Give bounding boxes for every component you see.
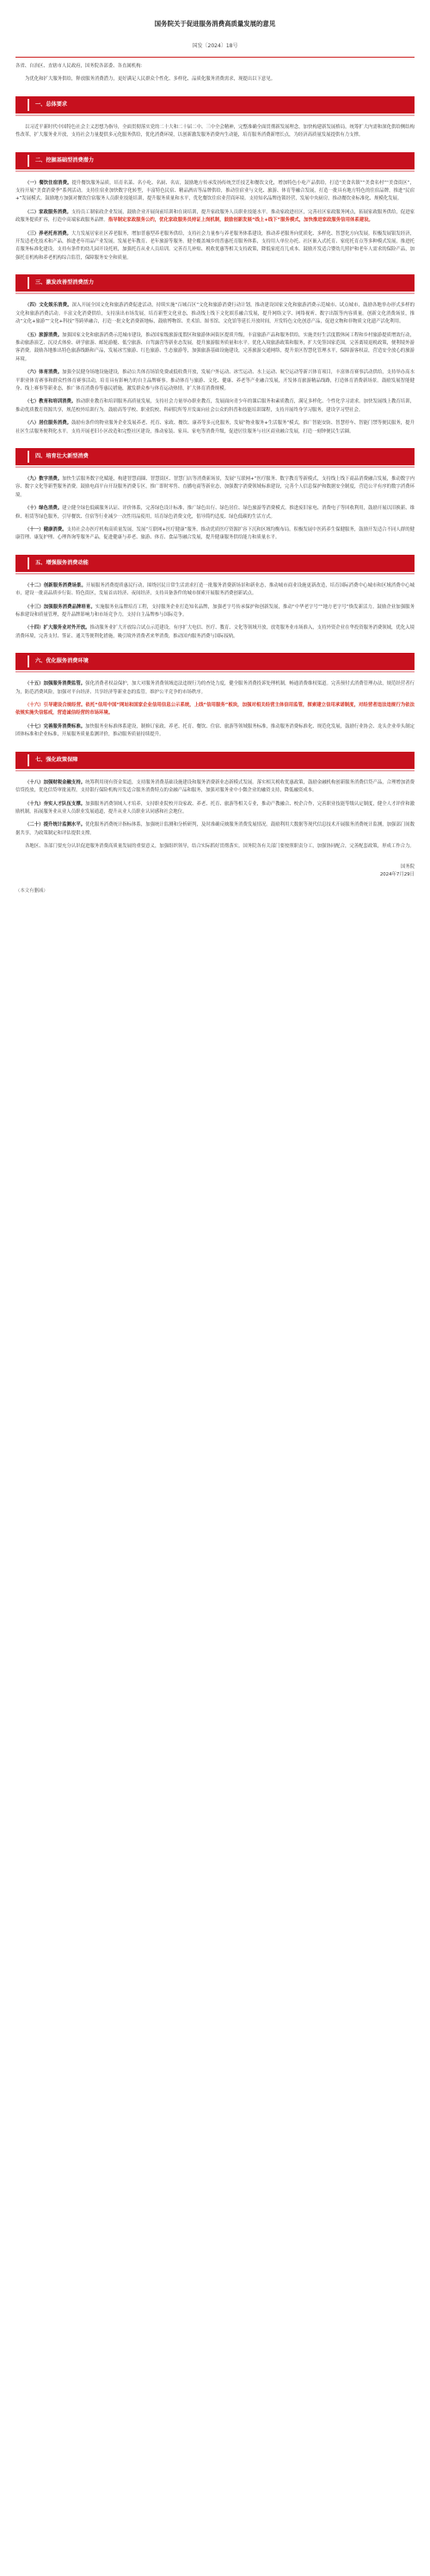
item-paragraph bbox=[15, 604, 415, 620]
item-heading: （一）餐饮住宿消费。 bbox=[25, 180, 72, 186]
item-text: 强化消费者权益保护，加大对服务消费领域违法违规行为的查处力度，健全服务消费投诉处理机制，畅通消费维权渠道。完善预付式消费管理办法，规范经营者行为，防范消费风险，加强对平台经济、共享经济等新业态的监管，维护公平竞争的市场秩序。 bbox=[15, 681, 415, 695]
item-heading: （六）体育消费。 bbox=[25, 370, 63, 376]
section-banner-bar bbox=[15, 96, 415, 114]
item-paragraph bbox=[15, 779, 415, 796]
item-text: 加快服务业标准体系建设，制修订家政、养老、托育、餐饮、住宿、旅游等领域服务标准，推动服务消费标准化、规范化发展，鼓励行业协会、龙头企业牵头制定团体标准和企业标准，开展服务质量监测评价，推动服务质量持续提升。 bbox=[15, 723, 415, 738]
item-text: 优化服务消费统计指标体系，加强统计监测和分析研判，及时准确反映服务消费发展情况。鼓励利用大数据等现代信息技术开展服务消费统计监测，加强部门间数据共享，为政策制定和评估提供支撑。 bbox=[15, 822, 415, 836]
item-paragraph bbox=[15, 680, 415, 697]
item-heading: （五）旅游消费。 bbox=[25, 332, 63, 338]
item-text: 支持员工制家政企业发展，鼓励企业开展岗前培训和在岗培训，提升家政服务人员职业技能水平。推动家政进社区，完善社区家政服务网点，拓展家政服务供给，促进家政服务提质扩容，打造中高端家政服务品牌。 bbox=[15, 209, 415, 224]
item-paragraph bbox=[15, 332, 415, 365]
highlighted-text: （十六）引导建设合规经营。依托“信用中国”网站和国家企业信用信息公示系统，上线“信用服务”板块，加强对相关经营主体信用监管，探索建立信用承诺制度，对经营者违法违规行为依法依规实施失信惩戒，营造诚信经营的市场环境。 bbox=[15, 703, 415, 716]
section-title: 六、优化服务消费环境 bbox=[28, 655, 95, 667]
section-title: 二、挖掘基础型消费潜力 bbox=[28, 155, 100, 167]
signature-date: 2024年7月29日 bbox=[379, 871, 415, 877]
item-heading: （二十）提升统计监测水平。 bbox=[25, 822, 86, 828]
item-heading: （七）教育和培训消费。 bbox=[25, 399, 77, 405]
item-text: 深入开展全国文化和旅游消费促进活动，持续实施“百城百区”文化和旅游消费行动计划，推动建设国家文化和旅游消费示范城市、试点城市，鼓励各地举办形式多样的文化和旅游消费活动。丰富文化消费供给，支持演出市场发展，培育新型文化业态，推动线上线下文化娱乐融合发展，提升网络文学、网络视听、数字出版等内容质量。创新文化消费场景，推动“文化+旅游”“文化+科技”等跨界融合，打造一批文化消费新地标，鼓励博物馆、美术馆、图书馆、文化馆等延长开放时间，开发特色文化创意产品，促进文物和非物质文化遗产活化利用。 bbox=[15, 303, 415, 325]
section-title: 一、总体要求 bbox=[28, 99, 73, 111]
item-paragraph bbox=[15, 180, 415, 204]
item-heading: （十三）加强服务消费品牌培育。 bbox=[25, 604, 95, 610]
item-text: 推动服务业扩大开放综合试点示范建设，有序扩大电信、医疗、教育、文化等领域开放，放宽服务业市场准入，支持外资企业在华投资服务消费领域，优化入境消费环境，完善支付、签证、通关等便利化措施，吸引境外消费者来华消费，推动国内服务消费与国际接轨。 bbox=[15, 625, 415, 639]
intro-paragraph: 为优化和扩大服务供给，释放服务消费潜力，更好满足人民群众个性化、多样化、品质化服务消费需求，现提出以下意见。 bbox=[25, 77, 276, 83]
closing-paragraph: 各地区、各部门要充分认识促进服务消费高质量发展的重要意义，加强组织领导，结合实际抓好贯彻落实。国务院各有关部门要按照职责分工，加强协同配合，完善配套政策，形成工作合力。 bbox=[25, 844, 415, 850]
item-heading: （八）居住服务消费。 bbox=[25, 421, 72, 427]
item-paragraph bbox=[15, 702, 415, 718]
item-paragraph bbox=[15, 505, 415, 521]
section-title: 七、强化政策保障 bbox=[28, 754, 84, 766]
footnote: （本文有删减） bbox=[15, 888, 48, 895]
item-paragraph bbox=[15, 723, 415, 740]
item-paragraph bbox=[15, 582, 415, 599]
item-paragraph bbox=[15, 369, 415, 393]
section-title: 五、增强服务消费动能 bbox=[28, 557, 95, 569]
item-heading: （三）养老托育消费。 bbox=[25, 231, 71, 237]
item-heading: （十二）创新服务消费场景。 bbox=[25, 582, 86, 588]
item-text: 鼓励有条件的物业服务企业发展养老、托育、家政、餐饮、康养等多元化服务，发展“物业服务+生活服务”模式，推广智能安防、智慧停车、智能门禁等便民服务，提升社区生活服务便利化水平。支持开展老旧小区改造和完整社区建设，推动家装、家具、家电等消费升级，促进居住服务与社区商业融合发展，打造一刻钟便民生活圈。 bbox=[15, 421, 415, 434]
item-text: 加强全民健身场地设施建设，推动公共体育场馆免费或低收费开放，发展户外运动、冰雪运动、水上运动、航空运动等新兴体育项目，丰富体育赛事活动供给，支持举办高水平职业体育赛事和群众性体育赛事活动，培育具有影响力的自主品牌赛事。推动体育与旅游、文化、健康、养老等产业融合发展，开发体育旅游精品线路，打造体育消费新场景。鼓励发展智能健身、线上赛事等新业态，推广体育消费券等惠民措施，激发群众参与体育运动热情，扩大体育消费规模。 bbox=[15, 370, 415, 391]
item-text: 统筹利用现有资金渠道，支持服务消费基础设施建设和服务消费新业态新模式发展。落实相关税收优惠政策，鼓励金融机构创新服务消费信贷产品，合理增加消费信贷投放，优化信贷审批流程，支持银行保险机构开发适合服务消费特点的金融产品和服务，加强对服务业中小微企业的融资支持，降低融资成本。 bbox=[15, 779, 415, 794]
item-text: 建立健全绿色低碳服务认证、评价体系，完善绿色设计标准，推广绿色出行、绿色居住、绿色旅游等消费模式。推进废旧家电、消费电子等回收利用，鼓励开展以旧换新、维修、租赁等绿色服务，引导餐饮、住宿等行业减少一次性用品使用，培育绿色消费文化，倡导简约适度、绿色低碳的生活方式。 bbox=[15, 506, 415, 520]
item-paragraph bbox=[15, 398, 415, 415]
section-banner-4 bbox=[15, 448, 415, 465]
item-paragraph bbox=[15, 231, 415, 263]
item-paragraph bbox=[15, 801, 415, 817]
item-text: 开展服务消费提质惠民行动，围绕居民日常生活需求打造一批服务消费新场景和新业态，推动城市商业设施更新改造，培育国际消费中心城市和区域消费中心城市，建设一批高品质步行街、特色街区，发展首店经济、夜间经济，支持具备条件的城市探索开展服务消费创新试点。 bbox=[15, 582, 415, 597]
item-paragraph bbox=[15, 624, 415, 641]
section-title: 三、激发改善型消费活力 bbox=[28, 277, 100, 289]
signature-org: 国务院 bbox=[400, 864, 415, 870]
item-heading: （十四）扩大服务业对外开放。 bbox=[25, 625, 90, 631]
highlighted-text: 指导制定家政服务公约，优化家政服务员持证上岗机制，鼓励创新发展“线上+线下”服务模式，加快推进家政服务信用体系建设。 bbox=[108, 218, 373, 224]
signature-block bbox=[15, 864, 415, 880]
item-text: 加强服务消费领域人才培养，支持职业院校开设家政、养老、托育、旅游等相关专业，推动产教融合、校企合作，完善职业技能等级认定制度，健全人才评价和激励机制，拓展服务业从业人员职业发展通道，提升从业人员职业认同感和社会地位。 bbox=[15, 801, 415, 815]
item-paragraph bbox=[15, 476, 415, 500]
section-banner-5 bbox=[15, 555, 415, 572]
item-heading: （十八）加强财税金融支持。 bbox=[25, 779, 86, 785]
item-text: 加快生活服务数字化赋能，构建智慧商圈、智慧街区、智慧门店等消费新场景，发展“互联网+”医疗服务、数字教育等新模式，支持线上线下商品消费融合发展，推动数字内容、数字文化等新型服务消费。鼓励电商平台开设服务消费专区，推广即时零售、直播电商等新业态，加强数字消费领域标准建设，完善个人信息保护和数据安全制度，营造公平有序的数字消费环境。 bbox=[15, 476, 415, 498]
item-heading: （二）家政服务消费。 bbox=[25, 209, 71, 215]
addressee: 各省、自治区、直辖市人民政府，国务院各部委、各直属机构： bbox=[15, 64, 145, 69]
item-paragraph bbox=[15, 302, 415, 326]
document-number: 国发〔2024〕18号 bbox=[192, 43, 238, 49]
document-title: 国务院关于促进服务消费高质量发展的意见 bbox=[154, 20, 276, 28]
item-text: 推动职业教育和培训服务高质量发展，支持社会力量举办职业教育，发展面向青少年的课后服务和素质教育，满足多样化、个性化学习需求。加快发展线上教育培训，推动优质教育资源共享，规范校外培训行为。鼓励高等学校、职业院校、科研院所等开发面向社会公众的科普和技能培训课程，支持开展终身学习服务，建设学习型社会。 bbox=[15, 399, 415, 413]
item-paragraph bbox=[15, 821, 415, 838]
section-banner-2 bbox=[15, 152, 415, 169]
section-banner-1 bbox=[15, 96, 415, 114]
item-paragraph bbox=[15, 526, 415, 543]
item-heading: （九）数字消费。 bbox=[25, 476, 63, 482]
item-heading: （十九）夯实人才队伍支撑。 bbox=[25, 801, 86, 807]
item-heading: （十七）完善服务消费标准。 bbox=[25, 723, 86, 729]
item-heading: （十）绿色消费。 bbox=[25, 506, 63, 512]
item-heading: （十一）健康消费。 bbox=[25, 527, 67, 532]
section-banner-7 bbox=[15, 752, 415, 769]
item-text: 实施服务业品牌培育工程，支持服务企业打造知名品牌，加强老字号传承保护和创新发展，推动“中华老字号”“地方老字号”焕发新活力。鼓励企业加强服务标准建设和质量管理，提升品牌影响力和市场竞争力，支持自主品牌参与国际竞争。 bbox=[15, 604, 415, 618]
item-text: 提升餐饮服务品质，培育名菜、名小吃、名厨、名店，鼓励地方传承发扬传统烹饪技艺和餐饮文化，增加特色小吃产品供给，打造“美食名镇”“美食名村”“美食街区”，支持开展“美食消费季”系列活动。支持住宿业加快数字化转型，丰富特色民宿、精品酒店等品牌供给，推动住宿业与文化、旅游、体育等融合发展，打造一批具有地方特色的住宿品牌，推进“民宿+”发展模式。鼓励地方加强对餐饮住宿服务人员职业技能培训，提升服务质量和水平，优化餐饮住宿业营商环境。支持知名品牌连锁经营，发展中央厨房，推动餐饮业标准化、规模化发展。 bbox=[15, 180, 415, 202]
section-banner-6 bbox=[15, 653, 415, 670]
item-text: 大力发展居家社区养老服务，增加普惠型养老服务供给，支持社会力量参与养老服务体系建设，推动养老服务向优质化、多样化、智慧化方向发展。积极发展银发经济，开发适老化技术和产品，推进老年用品产业发展，发展老年教育、老年旅游等服务。健全覆盖城乡的普惠托育服务体系，支持用人单位办托、社区嵌入式托育、家庭托育点等多种模式发展，推进托育服务标准化建设，支持有条件的幼儿园开设托班，加强托育从业人员培训。完善育儿补贴、税收优惠等相关支持政策，降低家庭育儿成本。鼓励开发适合婴幼儿照护和老年人需求的保险产品，加强托育机构和养老机构综合监管，保障服务安全和质量。 bbox=[15, 231, 415, 261]
item-heading: （十五）加强服务消费监管。 bbox=[25, 681, 86, 687]
item-heading: （四）文化娱乐消费。 bbox=[25, 303, 72, 309]
item-paragraph bbox=[15, 420, 415, 436]
section-banner-3 bbox=[15, 274, 415, 292]
paragraph: 以习近平新时代中国特色社会主义思想为指导，全面贯彻落实党的二十大和二十届二中、三中全会精神，完整准确全面贯彻新发展理念，加快构建新发展格局，统筹扩大内需和深化供给侧结构性改革，扩大服务业开放，支持社会力量提供多元化服务供给，优化消费环境，以创新激发服务消费内生动能，培育服务消费新增长点，为经济高质量发展提供有力支撑。 bbox=[15, 124, 415, 138]
item-text: 加强国家文化和旅游消费示范城市建设，推动国家级旅游度假区和旅游休闲街区提质升级，丰富旅游产品和服务供给。实施美好生活度假休闲工程和乡村旅游提质增效行动，推动旅游演艺、沉浸式体验、研学旅游、邮轮游艇、低空旅游、自驾露营等新业态发展，提升旅游服务质量和水平。优化入境旅游政策和服务，扩大免签国家范围，完善离境退税政策，便利境外游客消费。鼓励各地推出特色旅游线路和产品，发展冰雪旅游、红色旅游、生态旅游等，加强旅游基础设施建设，完善旅游交通网络，提升景区智慧化管理水平，保障游客权益，营造安全放心的旅游环境。 bbox=[15, 332, 415, 362]
section-title: 四、培育壮大新型消费 bbox=[28, 451, 95, 463]
item-text: 支持社会办医疗机构高质量发展，发展“互联网+医疗健康”服务，推动优质医疗资源扩容下沉和区域均衡布局。积极发展中医药养生保健服务，鼓励开发适合不同人群的健康管理、康复护理、心理咨询等服务产品，促进健康与养老、旅游、体育、食品等融合发展，提升健康服务供给能力和质量水平。 bbox=[15, 527, 415, 541]
header-divider bbox=[15, 57, 415, 58]
item-paragraph bbox=[15, 209, 415, 225]
